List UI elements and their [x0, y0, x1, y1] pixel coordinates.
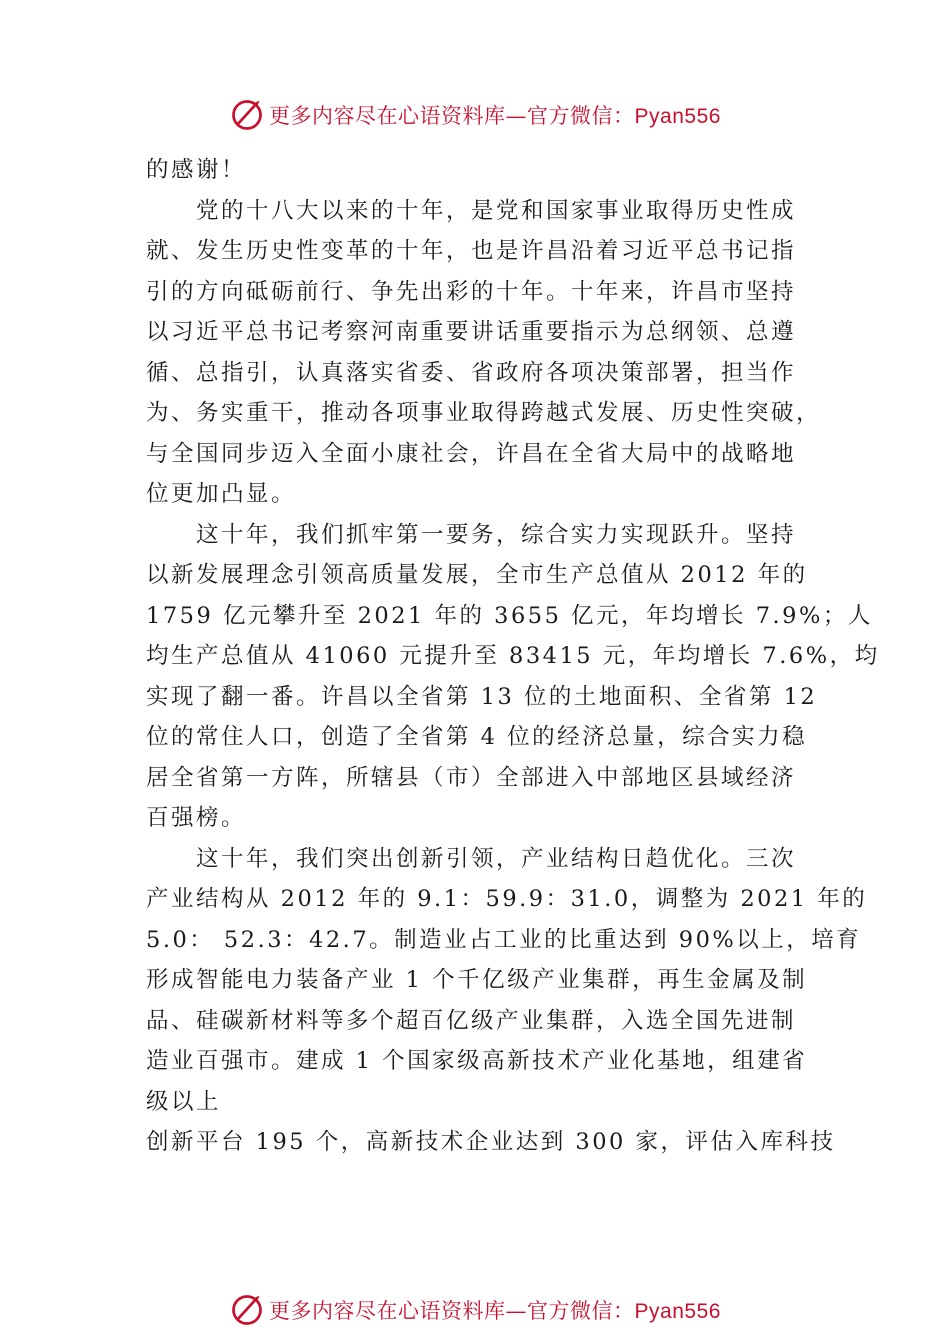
pen-logo-icon: [229, 97, 265, 133]
text-line: 位更加凸显。: [146, 481, 297, 507]
text-line: 均生产总值从 41060 元提升至 83415 元，年均增长 7.6%，均: [146, 643, 880, 669]
text-line: 实现了翻一番。许昌以全省第 13 位的土地面积、全省第 12: [146, 683, 818, 710]
watermark-text: 更多内容尽在心语资料库—官方微信：: [269, 1299, 635, 1323]
footer-watermark: [0, 1290, 950, 1330]
paragraph-start: 这十年，我们抓牢第一要务，综合实力实现跃升。坚持: [196, 521, 797, 548]
pen-logo-icon: [229, 1292, 265, 1328]
wechat-id: Pyan556: [634, 1300, 721, 1323]
text-line: 品、硅碳新材料等多个超百亿级产业集群，入选全国先进制: [146, 1007, 797, 1034]
document-body: [146, 150, 880, 1163]
text-line: 产业结构从 2012 年的 9.1：59.9：31.0，调整为 2021 年的: [146, 886, 868, 912]
text-line: 百强榜。: [146, 805, 247, 831]
text-line: 造业百强市。建成 1 个国家级高新技术产业化基地，组建省: [146, 1048, 808, 1074]
watermark-text: 更多内容尽在心语资料库—官方微信：: [269, 104, 635, 128]
text-line: 与全国同步迈入全面小康社会，许昌在全省大局中的战略地: [146, 440, 797, 467]
text-line: 创新平台 195 个，高新技术企业达到 300 家，评估入库科技: [146, 1129, 836, 1155]
text-line: 居全省第一方阵，所辖县（市）全部进入中部地区县域经济: [146, 764, 797, 791]
paragraph-start: 这十年，我们突出创新引领，产业结构日趋优化。三次: [196, 845, 797, 872]
text-line: 以习近平总书记考察河南重要讲话重要指示为总纲领、总遵: [146, 319, 797, 345]
text-line: 引的方向砥砺前行、争先出彩的十年。十年来，许昌市坚持: [146, 278, 797, 305]
text-line: 为、务实重干，推动各项事业取得跨越式发展、历史性突破，: [146, 400, 822, 426]
text-line: 形成智能电力装备产业 1 个千亿级产业集群，再生金属及制: [146, 967, 808, 993]
text-line: 5.0： 52.3：42.7。制造业占工业的比重达到 90%以上，培育: [146, 926, 862, 953]
text-line: 循、总指引，认真落实省委、省政府各项决策部署，担当作: [146, 359, 797, 386]
header-watermark: [0, 95, 950, 135]
text-line: 级以上: [146, 1088, 222, 1115]
text-line: 以新发展理念引领高质量发展，全市生产总值从 2012 年的: [146, 562, 808, 588]
text-line: 1759 亿元攀升至 2021 年的 3655 亿元，年均增长 7.9%；人: [146, 602, 873, 629]
text-line: 位的常住人口，创造了全省第 4 位的经济总量，综合实力稳: [146, 724, 808, 750]
text-line: 的感谢！: [146, 157, 247, 183]
wechat-id: Pyan556: [634, 105, 721, 128]
paragraph-start: 党的十八大以来的十年，是党和国家事业取得历史性成: [196, 197, 797, 224]
text-line: 就、发生历史性变革的十年，也是许昌沿着习近平总书记指: [146, 238, 797, 264]
